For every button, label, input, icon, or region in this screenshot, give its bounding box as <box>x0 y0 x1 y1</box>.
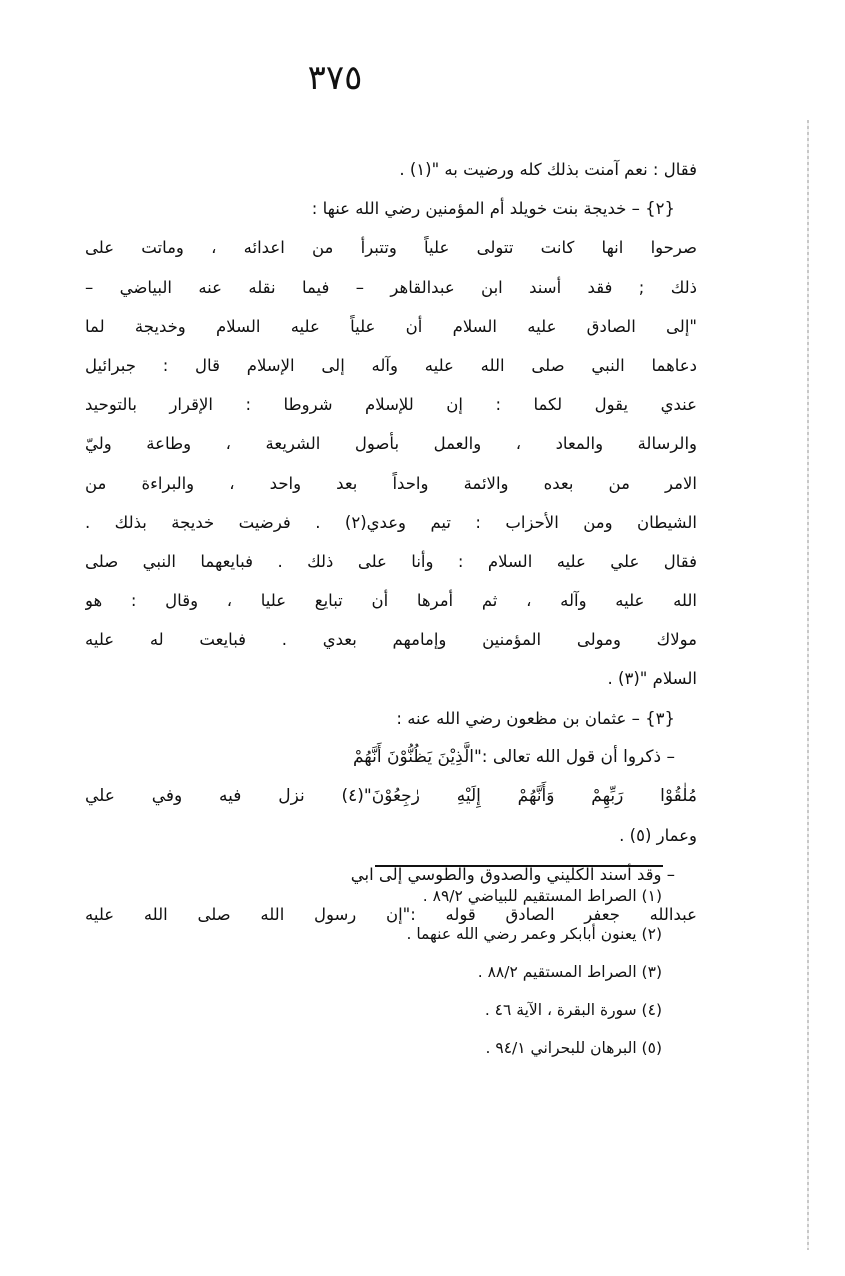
text-line: {٢} – خديجة بنت خويلد أم المؤمنين رضي الله عنها : <box>311 199 675 219</box>
text-line: وعمار (٥) . <box>619 826 697 846</box>
text-line: {٣} – عثمان بن مظعون رضي الله عنه : <box>396 708 675 728</box>
text-line: دعاهما النبي صلى الله عليه وآله إلى الإسلام قال : جبرائيل <box>85 355 697 375</box>
text-line: – ذكروا أن قول الله تعالى :"الَّذِيْنَ يَظُنُّوْنَ أَنَّهُمْ <box>352 746 675 767</box>
text-line: مولاك ومولى المؤمنين وإمامهم بعدي . فبايعت له عليه <box>85 630 697 650</box>
text-line: السلام "(٣) . <box>607 669 697 689</box>
footnote: (٤) سورة البقرة ، الآية ٤٦ . <box>484 1001 662 1019</box>
scan-edge-shadow <box>807 120 809 1250</box>
text-line: ذلك ; فقد أسند ابن عبدالقاهر – فيما نقله عنه البياضي – <box>85 277 697 297</box>
text-line: – وقد أسند الكليني والصدوق والطوسي إلى ابي <box>350 865 675 885</box>
text-line: عبدالله جعفر الصادق قوله :"إن رسول الله صلى الله عليه <box>85 904 697 924</box>
footnotes <box>250 877 662 1067</box>
footnote-separator <box>375 865 663 867</box>
page-number: ٣٧٥ <box>307 58 363 98</box>
footnote: (٥) البرهان للبحراني ٩٤/١ . <box>485 1039 662 1057</box>
body-text <box>85 150 697 934</box>
text-line: صرحوا انها كانت تتولى علياً وتتبرأ من اعدائه ، وماتت على <box>85 238 697 258</box>
text-line: الامر من بعده والائمة واحداً بعد واحد ، والبراءة من <box>85 473 697 493</box>
footnote: (٣) الصراط المستقيم ٨٨/٢ . <box>477 963 662 981</box>
footnote: (٢) يعنون أبابكر وعمر رضي الله عنهما . <box>406 925 662 943</box>
text-line: فقال : نعم آمنت بذلك كله ورضيت به "(١) . <box>399 160 697 179</box>
text-line: "إلى الصادق عليه السلام أن علياً عليه السلام وخديجة لما <box>85 316 697 336</box>
text-line: مُلٰقُوْا رَبِّهِمْ وَأَنَّهُمْ إِلَيْهِ رٰجِعُوْنَ"(٤) نزل فيه وفي علي <box>85 786 697 806</box>
text-line: عندي يقول لكما : إن للإسلام شروطا : الإقرار بالتوحيد <box>85 395 697 415</box>
text-line: الله عليه وآله ، ثم أمرها أن تبايع عليا ، وقال : هو <box>85 591 697 611</box>
footnote: (١) الصراط المستقيم للبياضي ٨٩/٢ . <box>422 887 662 905</box>
text-line: فقال علي عليه السلام : وأنا على ذلك . فبايعهما النبي صلى <box>85 551 697 571</box>
text-line: الشيطان ومن الأحزاب : تيم وعدي(٢) . فرضيت خديجة بذلك . <box>85 512 697 532</box>
text-line: والرسالة والمعاد ، والعمل بأصول الشريعة ، وطاعة وليّ <box>85 434 697 454</box>
